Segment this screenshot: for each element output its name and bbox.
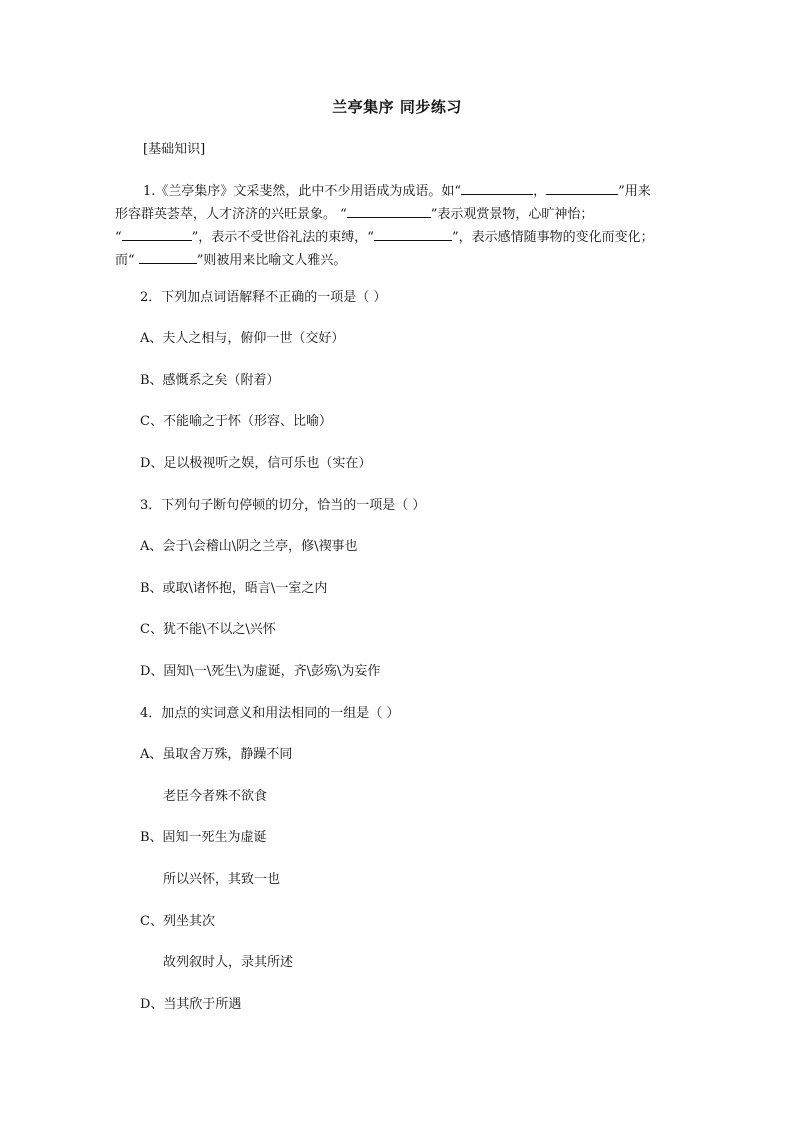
q1-blank-1[interactable] — [461, 180, 533, 195]
q1-text-6: “ — [115, 230, 122, 245]
question-2-option-a: A、夫人之相与，俯仰一世（交好） — [140, 331, 345, 346]
section-label: [基础知识] — [143, 142, 206, 157]
question-4-option-c: C、列坐其次 — [140, 914, 215, 929]
q1-text-8: ”，表示感情随事物的变化而变化； — [451, 230, 654, 245]
question-4-option-d: D、当其欣于所遇 — [140, 997, 242, 1012]
q1-text-10: ”则被用来比喻文人雅兴。 — [196, 253, 347, 268]
question-3-option-a: A、会于\会稽山\阴之兰亭，修\禊事也 — [140, 539, 358, 554]
question-2-stem: 2．下列加点词语解释不正确的一项是（ ） — [140, 290, 387, 305]
question-4-option-a: A、虽取舍万殊，静躁不同 — [140, 747, 293, 762]
question-2-option-d: D、足以极视听之娱，信可乐也（实在） — [140, 456, 372, 471]
question-3-option-b: B、或取\诸怀抱，晤言\一室之内 — [140, 581, 328, 596]
question-3-stem: 3．下列句子断句停顿的切分，恰当的一项是（ ） — [140, 498, 426, 513]
question-4-option-c-pair: 故列叙时人，录其所述 — [163, 955, 294, 970]
question-2-option-b: B、感慨系之矣（附着） — [140, 373, 280, 388]
q1-text-3: ”用来 — [618, 184, 651, 199]
q1-blank-6[interactable] — [139, 249, 197, 264]
q1-text-9: 而“ — [115, 253, 139, 268]
q1-blank-5[interactable] — [374, 226, 452, 241]
q1-text-4: 形容群英荟萃，人才济济的兴旺景象。 “ — [115, 207, 347, 222]
question-4-stem: 4．加点的实词意义和用法相同的一组是（ ） — [140, 706, 400, 721]
q1-text-1: 1.《兰亭集序》文采斐然，此中不少用语成为成语。如“ — [143, 184, 462, 199]
q1-blank-2[interactable] — [546, 180, 618, 195]
q1-text-7: ”，表示不受世俗礼法的束缚，“ — [191, 230, 374, 245]
q1-blank-3[interactable] — [347, 203, 431, 218]
question-3-option-d: D、固知\一\死生\为虚诞，齐\彭殇\为妄作 — [140, 664, 381, 679]
question-4-option-b: B、固知一死生为虚诞 — [140, 830, 267, 845]
question-4-option-a-pair: 老臣今者殊不欲食 — [163, 789, 268, 804]
question-1 — [115, 180, 685, 272]
q1-blank-4[interactable] — [122, 226, 192, 241]
question-4-option-b-pair: 所以兴怀，其致一也 — [163, 872, 281, 887]
page-title: 兰亭集序 同步练习 — [332, 98, 462, 116]
question-3-option-c: C、犹不能\不以之\兴怀 — [140, 622, 276, 637]
q1-text-2: ， — [533, 184, 547, 199]
question-2-option-c: C、不能喻之于怀（形容、比喻） — [140, 414, 332, 429]
q1-text-5: ”表示观赏景物，心旷神怡； — [430, 207, 594, 222]
